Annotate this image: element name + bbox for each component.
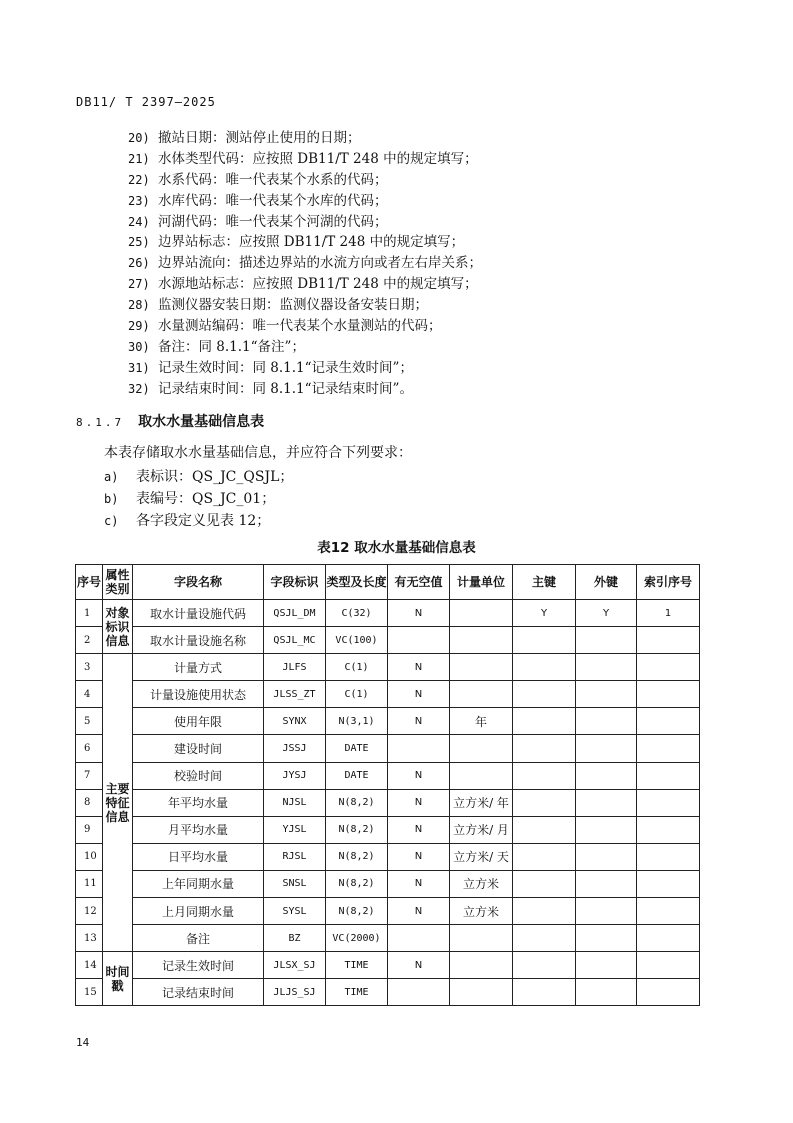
- requirement-label: c): [104, 514, 119, 528]
- list-item-text: 备注：同 8.1.1“备注”；: [158, 338, 305, 355]
- cell-type: N(8,2): [326, 843, 388, 870]
- list-item: [128, 149, 482, 170]
- cell-category: 对象标识信息: [103, 600, 133, 654]
- cell-seq: 14: [76, 952, 103, 979]
- requirement-item: [104, 466, 293, 486]
- document-code: DB11/ T 2397—2025: [76, 95, 216, 109]
- table-row: [76, 952, 700, 979]
- cell-unit: [450, 925, 513, 952]
- cell-category: 主要特征信息: [103, 654, 133, 952]
- cell-type: N(8,2): [326, 789, 388, 816]
- cell-foreign-key: [576, 870, 637, 897]
- cell-category: 时间戳: [103, 952, 133, 1006]
- cell-field-id: JSSJ: [264, 735, 326, 762]
- cell-seq: 8: [76, 789, 103, 816]
- cell-field-id: JLSS_ZT: [264, 681, 326, 708]
- list-item: [128, 274, 482, 295]
- table-row: [76, 735, 700, 762]
- cell-field-name: 月平均水量: [133, 816, 264, 843]
- cell-nullable: N: [388, 654, 450, 681]
- cell-nullable: N: [388, 789, 450, 816]
- cell-primary-key: [513, 789, 576, 816]
- header-field-id: 字段标识: [264, 565, 326, 600]
- cell-seq: 7: [76, 762, 103, 789]
- cell-field-id: JYSJ: [264, 762, 326, 789]
- list-item-text: 记录结束时间：同 8.1.1“记录结束时间”。: [158, 380, 413, 397]
- cell-index: [637, 708, 700, 735]
- header-primary-key: 主键: [513, 565, 576, 600]
- list-item-number: 21): [128, 151, 150, 166]
- cell-nullable: [388, 925, 450, 952]
- cell-field-id: QSJL_MC: [264, 627, 326, 654]
- list-item-text: 边界站标志：应按照 DB11/T 248 中的规定填写；: [158, 234, 465, 251]
- cell-foreign-key: [576, 627, 637, 654]
- cell-type: N(8,2): [326, 816, 388, 843]
- header-nullable: 有无空值: [388, 565, 450, 600]
- list-item-text: 边界站流向：描述边界站的水流方向或者左右岸关系；: [158, 255, 482, 272]
- header-seq: 序号: [76, 565, 103, 600]
- cell-field-name: 备注: [133, 925, 264, 952]
- list-item-number: 27): [128, 277, 150, 292]
- cell-index: [637, 627, 700, 654]
- cell-field-id: SYSL: [264, 898, 326, 925]
- cell-primary-key: Y: [513, 600, 576, 627]
- cell-field-name: 取水计量设施代码: [133, 600, 264, 627]
- section-title: 取水水量基础信息表: [138, 414, 265, 430]
- cell-nullable: N: [388, 681, 450, 708]
- cell-seq: 2: [76, 627, 103, 654]
- table-row: [76, 654, 700, 681]
- cell-seq: 4: [76, 681, 103, 708]
- cell-field-name: 校验时间: [133, 762, 264, 789]
- cell-foreign-key: [576, 654, 637, 681]
- header-field-name: 字段名称: [133, 565, 264, 600]
- requirement-label: a): [104, 470, 119, 484]
- cell-primary-key: [513, 843, 576, 870]
- header-unit: 计量单位: [450, 565, 513, 600]
- cell-field-name: 日平均水量: [133, 843, 264, 870]
- data-table: [75, 564, 700, 1006]
- list-item-number: 24): [128, 214, 150, 229]
- cell-foreign-key: [576, 979, 637, 1006]
- cell-seq: 3: [76, 654, 103, 681]
- cell-field-name: 计量方式: [133, 654, 264, 681]
- cell-type: DATE: [326, 762, 388, 789]
- list-item: [128, 358, 482, 379]
- cell-field-name: 建设时间: [133, 735, 264, 762]
- cell-unit: [450, 762, 513, 789]
- cell-unit: 立方米/ 天: [450, 843, 513, 870]
- cell-foreign-key: [576, 681, 637, 708]
- cell-foreign-key: [576, 925, 637, 952]
- cell-primary-key: [513, 952, 576, 979]
- cell-foreign-key: [576, 816, 637, 843]
- cell-seq: 1: [76, 600, 103, 627]
- cell-nullable: [388, 735, 450, 762]
- cell-field-id: BZ: [264, 925, 326, 952]
- cell-index: [637, 952, 700, 979]
- cell-field-name: 上月同期水量: [133, 898, 264, 925]
- table-header-row: [76, 565, 700, 600]
- cell-seq: 9: [76, 816, 103, 843]
- list-item-text: 水体类型代码：应按照 DB11/T 248 中的规定填写；: [158, 150, 478, 167]
- cell-type: C(1): [326, 654, 388, 681]
- cell-foreign-key: [576, 952, 637, 979]
- cell-nullable: N: [388, 762, 450, 789]
- cell-nullable: N: [388, 708, 450, 735]
- list-item-text: 河湖代码：唯一代表某个河湖的代码；: [158, 213, 388, 230]
- table-row: [76, 870, 700, 897]
- table-row: [76, 979, 700, 1006]
- list-item-text: 水源地站标志：应按照 DB11/T 248 中的规定填写；: [158, 276, 478, 293]
- cell-unit: 立方米: [450, 898, 513, 925]
- cell-index: [637, 789, 700, 816]
- table-row: [76, 681, 700, 708]
- header-category: 属性类别: [103, 565, 133, 600]
- cell-index: [637, 816, 700, 843]
- cell-unit: 立方米: [450, 870, 513, 897]
- list-item-number: 31): [128, 360, 150, 375]
- cell-field-id: RJSL: [264, 843, 326, 870]
- cell-primary-key: [513, 898, 576, 925]
- cell-index: [637, 681, 700, 708]
- cell-primary-key: [513, 708, 576, 735]
- list-item-text: 撤站日期：测站停止使用的日期；: [158, 130, 361, 146]
- cell-type: TIME: [326, 952, 388, 979]
- list-item-number: 30): [128, 339, 150, 354]
- cell-nullable: N: [388, 816, 450, 843]
- cell-field-id: NJSL: [264, 789, 326, 816]
- section-heading: [76, 411, 264, 431]
- list-item-number: 23): [128, 193, 150, 208]
- cell-type: C(32): [326, 600, 388, 627]
- cell-primary-key: [513, 681, 576, 708]
- cell-primary-key: [513, 735, 576, 762]
- cell-foreign-key: [576, 898, 637, 925]
- requirement-text: 各字段定义见表 12；: [136, 513, 271, 529]
- cell-field-id: JLJS_SJ: [264, 979, 326, 1006]
- cell-nullable: N: [388, 952, 450, 979]
- cell-type: VC(2000): [326, 925, 388, 952]
- cell-type: VC(100): [326, 627, 388, 654]
- list-item: [128, 295, 482, 316]
- cell-field-name: 计量设施使用状态: [133, 681, 264, 708]
- cell-nullable: N: [388, 843, 450, 870]
- list-item-text: 水系代码：唯一代表某个水系的代码；: [158, 171, 388, 188]
- cell-field-name: 记录结束时间: [133, 979, 264, 1006]
- cell-unit: 立方米/ 年: [450, 789, 513, 816]
- list-item: [128, 379, 482, 400]
- cell-seq: 11: [76, 870, 103, 897]
- cell-unit: 立方米/ 月: [450, 816, 513, 843]
- field-definition-list: [128, 128, 482, 400]
- cell-seq: 12: [76, 898, 103, 925]
- cell-index: [637, 870, 700, 897]
- requirement-text: 表标识：QS_JC_QSJL；: [136, 469, 294, 485]
- cell-nullable: N: [388, 600, 450, 627]
- cell-nullable: N: [388, 870, 450, 897]
- list-item: [128, 128, 482, 149]
- cell-foreign-key: [576, 789, 637, 816]
- cell-type: C(1): [326, 681, 388, 708]
- list-item-number: 26): [128, 256, 150, 271]
- cell-primary-key: [513, 762, 576, 789]
- requirement-item: [104, 510, 270, 530]
- list-item-text: 记录生效时间：同 8.1.1“记录生效时间”；: [158, 359, 413, 376]
- cell-primary-key: [513, 979, 576, 1006]
- intro-paragraph: 本表存储取水水量基础信息，并应符合下列要求：: [104, 445, 412, 461]
- cell-field-id: JLFS: [264, 654, 326, 681]
- list-item-text: 监测仪器安装日期：监测仪器设备安装日期；: [158, 297, 428, 314]
- cell-foreign-key: [576, 843, 637, 870]
- table-row: [76, 762, 700, 789]
- cell-field-id: SNSL: [264, 870, 326, 897]
- cell-index: [637, 925, 700, 952]
- cell-unit: [450, 735, 513, 762]
- requirement-label: b): [104, 492, 119, 506]
- cell-unit: [450, 979, 513, 1006]
- cell-unit: [450, 952, 513, 979]
- cell-field-id: JLSX_SJ: [264, 952, 326, 979]
- requirement-text: 表编号：QS_JC_01；: [136, 491, 276, 507]
- table-row: [76, 627, 700, 654]
- cell-primary-key: [513, 816, 576, 843]
- header-type-length: 类型及长度: [326, 565, 388, 600]
- list-item: [128, 170, 482, 191]
- section-number: 8.1.7: [76, 416, 125, 429]
- cell-field-name: 记录生效时间: [133, 952, 264, 979]
- cell-nullable: N: [388, 898, 450, 925]
- cell-seq: 15: [76, 979, 103, 1006]
- cell-primary-key: [513, 870, 576, 897]
- cell-field-name: 取水计量设施名称: [133, 627, 264, 654]
- cell-unit: [450, 654, 513, 681]
- cell-index: 1: [637, 600, 700, 627]
- list-item-text: 水库代码：唯一代表某个水库的代码；: [158, 192, 388, 209]
- cell-unit: [450, 681, 513, 708]
- cell-nullable: [388, 627, 450, 654]
- cell-index: [637, 762, 700, 789]
- cell-unit: 年: [450, 708, 513, 735]
- list-item: [128, 316, 482, 337]
- table-caption: 表12 取水水量基础信息表: [317, 540, 476, 556]
- cell-type: TIME: [326, 979, 388, 1006]
- cell-type: DATE: [326, 735, 388, 762]
- cell-type: N(8,2): [326, 898, 388, 925]
- list-item-text: 水量测站编码：唯一代表某个水量测站的代码；: [158, 318, 442, 335]
- table-row: [76, 843, 700, 870]
- cell-nullable: [388, 979, 450, 1006]
- cell-unit: [450, 627, 513, 654]
- list-item-number: 22): [128, 172, 150, 187]
- cell-primary-key: [513, 654, 576, 681]
- cell-field-id: QSJL_DM: [264, 600, 326, 627]
- table-row: [76, 708, 700, 735]
- cell-field-id: YJSL: [264, 816, 326, 843]
- cell-index: [637, 735, 700, 762]
- cell-foreign-key: Y: [576, 600, 637, 627]
- list-item-number: 20): [128, 131, 150, 145]
- cell-index: [637, 843, 700, 870]
- cell-foreign-key: [576, 762, 637, 789]
- cell-foreign-key: [576, 708, 637, 735]
- table-row: [76, 789, 700, 816]
- cell-seq: 5: [76, 708, 103, 735]
- cell-index: [637, 654, 700, 681]
- cell-primary-key: [513, 925, 576, 952]
- cell-seq: 13: [76, 925, 103, 952]
- table-row: [76, 600, 700, 627]
- table-row: [76, 898, 700, 925]
- list-item: [128, 212, 482, 233]
- header-index: 索引序号: [637, 565, 700, 600]
- cell-foreign-key: [576, 735, 637, 762]
- list-item: [128, 232, 482, 253]
- cell-primary-key: [513, 627, 576, 654]
- cell-field-name: 上年同期水量: [133, 870, 264, 897]
- cell-type: N(8,2): [326, 870, 388, 897]
- list-item-number: 28): [128, 298, 150, 313]
- cell-index: [637, 898, 700, 925]
- cell-unit: [450, 600, 513, 627]
- list-item-number: 25): [128, 235, 150, 250]
- list-item-number: 32): [128, 381, 150, 396]
- list-item: [128, 191, 482, 212]
- list-item: [128, 253, 482, 274]
- cell-field-name: 年平均水量: [133, 789, 264, 816]
- list-item: [128, 337, 482, 358]
- page-number: 14: [76, 1036, 90, 1049]
- cell-field-name: 使用年限: [133, 708, 264, 735]
- requirement-item: [104, 488, 275, 508]
- cell-field-id: SYNX: [264, 708, 326, 735]
- list-item-number: 29): [128, 319, 150, 334]
- table-row: [76, 925, 700, 952]
- cell-type: N(3,1): [326, 708, 388, 735]
- table-row: [76, 816, 700, 843]
- cell-seq: 10: [76, 843, 103, 870]
- cell-seq: 6: [76, 735, 103, 762]
- header-foreign-key: 外键: [576, 565, 637, 600]
- cell-index: [637, 979, 700, 1006]
